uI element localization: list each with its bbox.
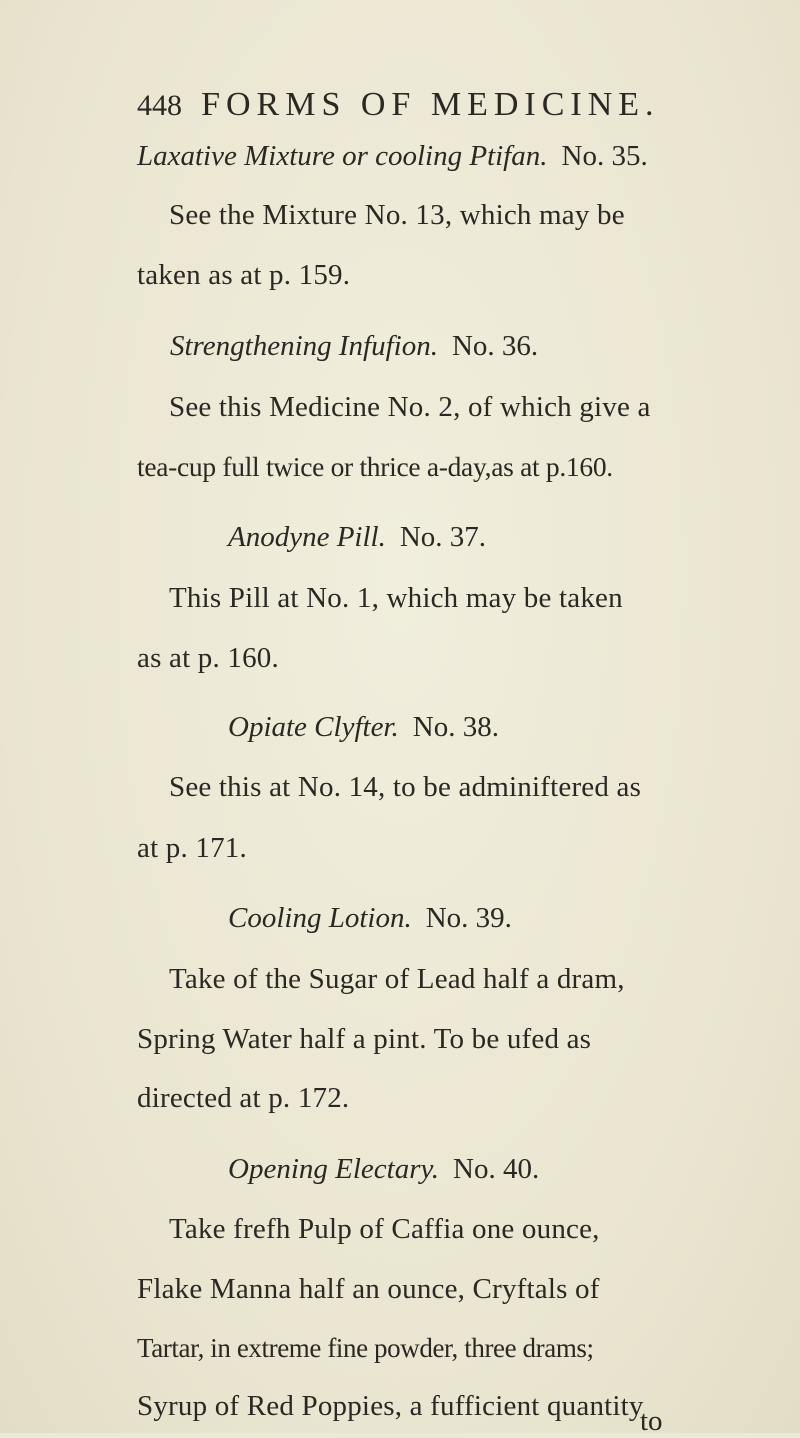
- entry-line: directed at p. 172.: [137, 1082, 350, 1114]
- entry-number: No. 40.: [453, 1153, 540, 1185]
- entry-title-name: Cooling Lotion.: [228, 902, 412, 934]
- entry-title: [228, 1153, 539, 1186]
- entry-line: See this Medicine No. 2, of which give a: [169, 391, 651, 423]
- entry-line: Take of the Sugar of Lead half a dram,: [169, 963, 625, 995]
- entry-title-name: Anodyne Pill.: [228, 521, 386, 553]
- entry-line: Syrup of Red Poppies, a fufficient quantity: [137, 1390, 644, 1422]
- entry-title-name: Laxative Mixture or cooling Ptifan.: [137, 140, 548, 172]
- entry-title: [228, 521, 486, 554]
- entry-number: No. 39.: [425, 902, 512, 934]
- entry-line: See the Mixture No. 13, which may be: [169, 199, 625, 231]
- entry-number: No. 36.: [451, 330, 539, 362]
- page-header: [137, 86, 660, 130]
- entry-title-name: Strengthening Infufion.: [170, 330, 438, 362]
- entry-line: See this at No. 14, to be adminiftered as: [169, 771, 642, 803]
- entry-line: Tartar, in extreme fine powder, three drams;: [137, 1333, 594, 1363]
- entry-title-name: Opening Electary.: [228, 1153, 440, 1185]
- entry-line: taken as at p. 159.: [137, 259, 351, 291]
- entry-line: This Pill at No. 1, which may be taken: [169, 582, 623, 614]
- entry-title-name: Opiate Clyfter.: [228, 711, 399, 743]
- entry-title: [137, 140, 648, 173]
- entry-line: tea-cup full twice or thrice a-day,as at p.160.: [137, 451, 613, 482]
- entry-title: [228, 902, 512, 935]
- entry-line: at p. 171.: [137, 832, 247, 864]
- catchword: to: [640, 1405, 663, 1437]
- entry-number: No. 38.: [412, 711, 499, 743]
- entry-line: Take frefh Pulp of Caffia one ounce,: [169, 1213, 600, 1245]
- entry-line: Flake Manna half an ounce, Cryftals of: [137, 1273, 600, 1305]
- running-head: FORMS OF MEDICINE.: [201, 86, 660, 123]
- entry-line: as at p. 160.: [137, 642, 279, 674]
- entry-number: No. 37.: [399, 521, 487, 553]
- page-number: 448: [137, 89, 182, 122]
- entry-line: Spring Water half a pint. To be ufed as: [137, 1023, 592, 1055]
- entry-title: [228, 711, 499, 744]
- entry-title: [170, 330, 538, 363]
- entry-number: No. 35.: [561, 140, 648, 172]
